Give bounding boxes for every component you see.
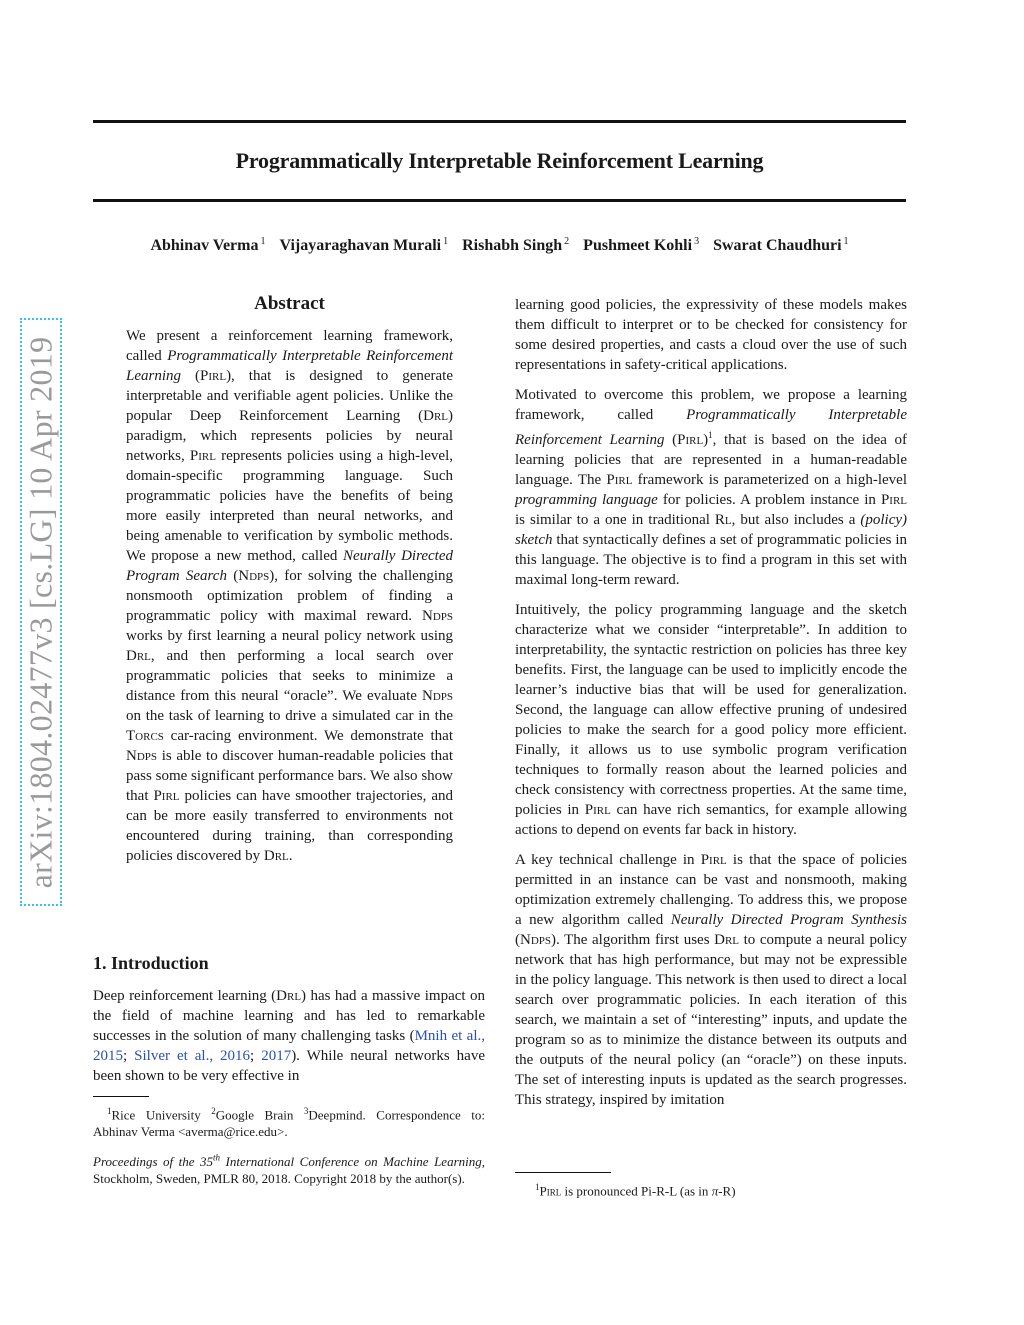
arxiv-stamp[interactable] (20, 318, 62, 906)
pronunciation-footnote: $^1$Pirl is pronounced Pi-R-L (as in π-R) (515, 1172, 907, 1199)
footnote-rule (93, 1096, 149, 1097)
footnote-rule (515, 1172, 611, 1173)
body-paragraph: A key technical challenge in Pirl is that the space of policies permitted in an instance can be vast and nonsmooth, making optimization extremely challenging. To address this, we propose a new algorithm called Neurally Directed Program Synthesis (Ndps). The algorithm first uses Drl to compute a neural policy network that has high performance, but may not be expressible in the policy language. This network is then used to direct a local search over programmatic policies. In each iteration of this search, we maintain a set of “interesting” inputs, and update the program so as to minimize the distance between its outputs and the outputs of the neural policy (an “oracle”) on these inputs. The set of interesting inputs is updated as the search progresses. This strategy, inspired by imitation (515, 852, 907, 1108)
arxiv-identifier: arXiv:1804.02477v3 [cs.LG] 10 Apr 2019 (22, 336, 59, 888)
abstract-paragraph: We present a reinforcement learning framework, called Programmatically Interpretable Reinforcement Learning (Pirl), that is designed to generate interpretable and verifiable agent policies. Unlike the popular Deep Reinforcement Learning (Drl) paradigm, which represents policies by neural networks, Pirl represents policies using a high-level, domain-specific programming language. Such programmatic policies have the benefits of being more easily interpreted than neural networks, and being amenable to verification by symbolic methods. We propose a new method, called Neurally Directed Program Search (Ndps), for solving the challenging nonsmooth optimization problem of finding a programmatic policy with maximal reward. Ndps works by first learning a neural policy network using Drl, and then performing a local search over programmatic policies that seeks to minimize a distance from this neural “oracle”. We evaluate Ndps on the task of learning to drive a simulated car in the Torcs car-racing environment. We demonstrate that Ndps is able to discover human-readable policies that pass some significant performance bars. We also show that Pirl policies can have smoother trajectories, and can be more easily transferred to environments not encountered during training, than corresponding policies discovered by Drl. (126, 328, 454, 864)
footnote-marker[interactable]: 1 (708, 430, 713, 440)
author: Vijayaraghavan Murali $^1$ (279, 236, 449, 255)
affiliation-footnote: $^1$Rice University $^2$Google Brain $^3$Deepmind. Correspondence to: Abhinav Verma <averma@rice.edu>. (93, 1096, 485, 1140)
introduction-section (93, 952, 485, 1096)
proceedings-note: Proceedings of the 35th International Conference on Machine Learning, Stockholm, Sweden, PMLR 80, 2018. Copyright 2018 by the author(s). (93, 1153, 485, 1187)
author: Rishabh Singh $^2$ (462, 236, 570, 255)
right-column (515, 295, 907, 1120)
title-rule-top (93, 120, 906, 123)
title-rule-bottom (93, 199, 906, 202)
abstract-section (126, 292, 453, 876)
body-paragraph: Intuitively, the policy programming language and the sketch characterize what we consider “interpretable”. In addition to interpretability, the syntactic restriction on policies has three key benefits. First, the language can be used to implicitly encode the learner’s inductive bias that will be used for generalization. Second, the language can allow effective pruning of undesired policies to make the search for a good policy more efficient. Finally, it allows us to use symbolic program verification techniques to formally reason about the learned policies and check consistency with correctness properties. At the same time, policies in Pirl can have rich semantics, for example allowing actions to depend on events far back in history. (515, 602, 907, 838)
citation-link[interactable]: Silver et al., 2016 (134, 1048, 251, 1064)
author: Swarat Chaudhuri $^1$ (713, 236, 849, 255)
paper-title: Programmatically Interpretable Reinforcement Learning (235, 148, 764, 173)
author: Abhinav Verma $^1$ (150, 236, 266, 255)
citation-link[interactable]: 2017 (261, 1048, 292, 1064)
citation-link[interactable]: Mnih et al., 2015 (93, 1028, 485, 1064)
section-heading: 1. Introduction (93, 953, 209, 973)
author: Pushmeet Kohli $^3$ (583, 236, 700, 255)
intro-paragraph: Deep reinforcement learning (Drl) has had a massive impact on the field of machine learning and has led to remarkable successes in the solution of many challenging tasks (Mnih et al., 2015; Silver et al., 2016; 2017). While neural networks have been shown to be very effective in (93, 988, 485, 1084)
abstract-heading: Abstract (254, 293, 325, 314)
body-paragraph: learning good policies, the expressivity of these models makes them difficult to interpret or to be checked for consistency for some desired properties, and casts a cloud over the use of such representations in safety-critical applications. (515, 297, 907, 373)
author-list (93, 236, 906, 255)
body-paragraph: Motivated to overcome this problem, we propose a learning framework, called Programmatically Interpretable Reinforcement Learning (Pirl)$^1$, that is based on the idea of learning policies that are represented in a human-readable language. The Pirl framework is parameterized on a high-level programming language for policies. A problem instance in Pirl is similar to a one in traditional Rl, but also includes a (policy) sketch that syntactically defines a set of programmatic policies in this language. The objective is to find a program in this set with maximal long-term reward. (515, 387, 907, 588)
